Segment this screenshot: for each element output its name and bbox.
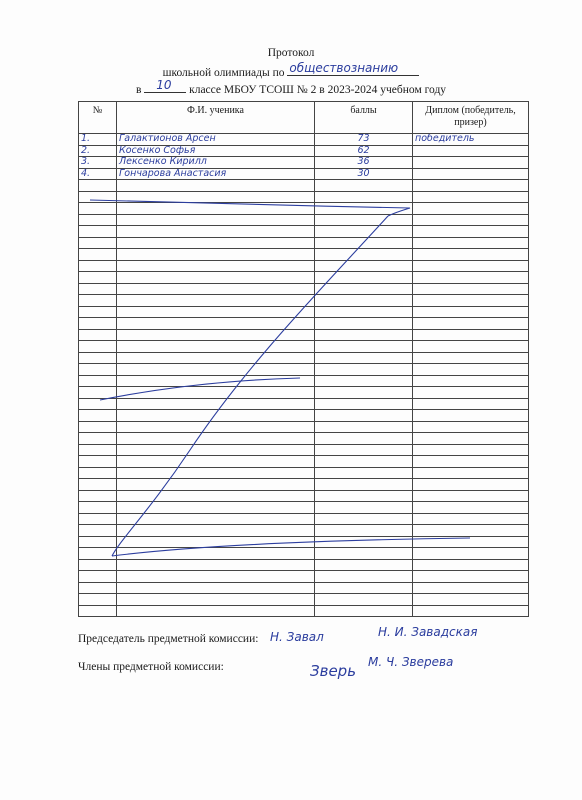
- empty-cell: [315, 283, 413, 295]
- empty-cell: [315, 536, 413, 548]
- empty-cell: [413, 513, 529, 525]
- empty-cell: [117, 180, 315, 192]
- empty-table-row: [79, 214, 529, 226]
- empty-cell: [315, 559, 413, 571]
- empty-cell: [413, 283, 529, 295]
- empty-cell: [413, 410, 529, 422]
- empty-cell: [315, 260, 413, 272]
- empty-cell: [79, 490, 117, 502]
- empty-cell: [117, 479, 315, 491]
- empty-table-row: [79, 306, 529, 318]
- empty-cell: [315, 364, 413, 376]
- empty-cell: [117, 559, 315, 571]
- empty-table-row: [79, 582, 529, 594]
- empty-table-row: [79, 444, 529, 456]
- empty-cell: [117, 306, 315, 318]
- empty-table-row: [79, 605, 529, 617]
- empty-table-row: [79, 318, 529, 330]
- empty-cell: [79, 513, 117, 525]
- empty-table-row: [79, 191, 529, 203]
- empty-cell: [117, 249, 315, 261]
- empty-cell: [117, 548, 315, 560]
- results-table: [78, 101, 529, 617]
- chair-label: Председатель предметной комиссии:: [78, 633, 259, 645]
- empty-table-row: [79, 272, 529, 284]
- empty-table-row: [79, 203, 529, 215]
- empty-cell: [315, 329, 413, 341]
- empty-table-row: [79, 237, 529, 249]
- empty-cell: [413, 456, 529, 468]
- empty-cell: [413, 295, 529, 307]
- empty-cell: [117, 421, 315, 433]
- empty-cell: [117, 260, 315, 272]
- student-diploma: [413, 168, 529, 180]
- empty-cell: [413, 525, 529, 537]
- empty-cell: [117, 191, 315, 203]
- empty-table-row: [79, 548, 529, 560]
- empty-cell: [413, 318, 529, 330]
- subject-blank: [287, 63, 419, 76]
- empty-cell: [315, 341, 413, 353]
- empty-cell: [413, 536, 529, 548]
- empty-cell: [79, 352, 117, 364]
- empty-cell: [79, 203, 117, 215]
- empty-cell: [79, 329, 117, 341]
- empty-cell: [315, 237, 413, 249]
- empty-cell: [413, 433, 529, 445]
- student-name: Гончарова Анастасия: [117, 168, 315, 180]
- empty-cell: [315, 410, 413, 422]
- empty-cell: [117, 352, 315, 364]
- empty-table-row: [79, 295, 529, 307]
- empty-cell: [315, 467, 413, 479]
- table-header-row: [79, 102, 529, 134]
- empty-cell: [79, 456, 117, 468]
- empty-cell: [413, 421, 529, 433]
- empty-cell: [79, 237, 117, 249]
- empty-cell: [117, 467, 315, 479]
- chair-name: Н. И. Завадская: [378, 625, 478, 639]
- empty-cell: [117, 444, 315, 456]
- empty-cell: [79, 433, 117, 445]
- empty-cell: [413, 375, 529, 387]
- empty-cell: [117, 329, 315, 341]
- empty-cell: [315, 226, 413, 238]
- empty-table-row: [79, 410, 529, 422]
- empty-cell: [315, 490, 413, 502]
- empty-table-row: [79, 513, 529, 525]
- student-diploma: [413, 145, 529, 157]
- empty-cell: [79, 548, 117, 560]
- member-name: М. Ч. Зверева: [368, 655, 454, 669]
- empty-cell: [315, 318, 413, 330]
- empty-cell: [79, 249, 117, 261]
- empty-cell: [117, 456, 315, 468]
- empty-table-row: [79, 502, 529, 514]
- empty-cell: [79, 387, 117, 399]
- student-score: 36: [315, 157, 413, 169]
- empty-table-row: [79, 398, 529, 410]
- empty-table-row: [79, 571, 529, 583]
- empty-cell: [315, 375, 413, 387]
- column-header-score: баллы: [315, 102, 413, 134]
- document-title: Протокол: [267, 47, 315, 59]
- student-score: 30: [315, 168, 413, 180]
- student-score: 73: [315, 134, 413, 146]
- empty-cell: [117, 237, 315, 249]
- empty-table-row: [79, 364, 529, 376]
- empty-cell: [79, 571, 117, 583]
- empty-cell: [79, 318, 117, 330]
- empty-table-row: [79, 594, 529, 606]
- empty-cell: [315, 548, 413, 560]
- table-body: [79, 134, 529, 617]
- table-row: [79, 157, 529, 169]
- empty-cell: [315, 295, 413, 307]
- empty-cell: [413, 571, 529, 583]
- empty-table-row: [79, 490, 529, 502]
- empty-cell: [117, 605, 315, 617]
- empty-cell: [79, 502, 117, 514]
- empty-cell: [413, 502, 529, 514]
- empty-cell: [413, 479, 529, 491]
- empty-table-row: [79, 180, 529, 192]
- empty-cell: [79, 594, 117, 606]
- empty-cell: [79, 536, 117, 548]
- empty-table-row: [79, 467, 529, 479]
- student-diploma: [413, 157, 529, 169]
- empty-cell: [79, 306, 117, 318]
- empty-cell: [79, 191, 117, 203]
- empty-cell: [117, 536, 315, 548]
- empty-cell: [315, 433, 413, 445]
- empty-cell: [315, 191, 413, 203]
- empty-cell: [315, 387, 413, 399]
- empty-cell: [315, 605, 413, 617]
- empty-cell: [315, 352, 413, 364]
- empty-cell: [117, 283, 315, 295]
- empty-cell: [315, 203, 413, 215]
- empty-cell: [117, 364, 315, 376]
- empty-cell: [315, 421, 413, 433]
- empty-cell: [117, 295, 315, 307]
- empty-table-row: [79, 352, 529, 364]
- grade-value: 10: [156, 78, 172, 92]
- empty-cell: [79, 410, 117, 422]
- empty-cell: [413, 387, 529, 399]
- empty-table-row: [79, 329, 529, 341]
- empty-cell: [413, 306, 529, 318]
- empty-cell: [413, 260, 529, 272]
- empty-cell: [413, 467, 529, 479]
- empty-cell: [315, 571, 413, 583]
- column-header-diploma: Диплом (победитель, призер): [413, 102, 529, 134]
- table-row: [79, 145, 529, 157]
- student-name: Галактионов Арсен: [117, 134, 315, 146]
- empty-cell: [413, 237, 529, 249]
- empty-cell: [315, 502, 413, 514]
- empty-cell: [79, 479, 117, 491]
- empty-cell: [413, 594, 529, 606]
- empty-cell: [117, 490, 315, 502]
- empty-cell: [117, 594, 315, 606]
- empty-cell: [413, 490, 529, 502]
- member-signature: Зверь: [310, 662, 357, 680]
- empty-cell: [117, 341, 315, 353]
- empty-cell: [79, 260, 117, 272]
- empty-cell: [117, 398, 315, 410]
- empty-cell: [79, 605, 117, 617]
- empty-cell: [117, 513, 315, 525]
- empty-cell: [117, 502, 315, 514]
- empty-cell: [79, 180, 117, 192]
- olympiad-subject-line: [0, 63, 582, 79]
- row-number: 2.: [79, 145, 117, 157]
- empty-cell: [413, 582, 529, 594]
- empty-table-row: [79, 260, 529, 272]
- empty-cell: [413, 226, 529, 238]
- empty-cell: [79, 283, 117, 295]
- empty-cell: [79, 559, 117, 571]
- empty-table-row: [79, 421, 529, 433]
- chair-signature: Н. Завал: [270, 630, 324, 644]
- empty-table-row: [79, 536, 529, 548]
- empty-cell: [413, 180, 529, 192]
- empty-cell: [79, 226, 117, 238]
- empty-cell: [117, 318, 315, 330]
- subject-prefix: школьной олимпиады по: [162, 67, 285, 79]
- empty-cell: [79, 214, 117, 226]
- empty-table-row: [79, 341, 529, 353]
- empty-cell: [117, 387, 315, 399]
- empty-cell: [79, 341, 117, 353]
- table-row: [79, 168, 529, 180]
- empty-cell: [413, 559, 529, 571]
- empty-cell: [79, 582, 117, 594]
- empty-cell: [79, 375, 117, 387]
- empty-cell: [413, 398, 529, 410]
- grade-line: [0, 80, 582, 96]
- empty-cell: [117, 214, 315, 226]
- empty-cell: [315, 525, 413, 537]
- empty-cell: [413, 364, 529, 376]
- empty-table-row: [79, 283, 529, 295]
- empty-cell: [79, 398, 117, 410]
- student-score: 62: [315, 145, 413, 157]
- empty-cell: [315, 180, 413, 192]
- empty-cell: [413, 191, 529, 203]
- empty-cell: [79, 272, 117, 284]
- empty-cell: [413, 214, 529, 226]
- empty-cell: [413, 352, 529, 364]
- empty-cell: [79, 295, 117, 307]
- empty-cell: [79, 525, 117, 537]
- grade-blank: [144, 80, 186, 93]
- column-header-number: №: [79, 102, 117, 134]
- empty-cell: [413, 548, 529, 560]
- empty-table-row: [79, 525, 529, 537]
- empty-cell: [117, 525, 315, 537]
- members-label: Члены предметной комиссии:: [78, 661, 224, 673]
- empty-cell: [413, 203, 529, 215]
- empty-cell: [117, 375, 315, 387]
- empty-cell: [79, 364, 117, 376]
- empty-cell: [315, 582, 413, 594]
- empty-cell: [117, 582, 315, 594]
- empty-cell: [413, 605, 529, 617]
- empty-cell: [315, 444, 413, 456]
- empty-cell: [117, 571, 315, 583]
- empty-cell: [315, 214, 413, 226]
- empty-cell: [413, 341, 529, 353]
- table-row: [79, 134, 529, 146]
- empty-cell: [117, 433, 315, 445]
- empty-cell: [117, 203, 315, 215]
- empty-cell: [79, 421, 117, 433]
- student-name: Косенко Софья: [117, 145, 315, 157]
- empty-cell: [413, 272, 529, 284]
- empty-cell: [413, 329, 529, 341]
- empty-cell: [79, 467, 117, 479]
- empty-cell: [315, 594, 413, 606]
- grade-suffix: классе МБОУ ТСОШ № 2 в 2023-2024 учебном году: [189, 84, 447, 96]
- empty-cell: [315, 398, 413, 410]
- empty-cell: [315, 249, 413, 261]
- empty-cell: [315, 272, 413, 284]
- empty-cell: [315, 456, 413, 468]
- row-number: 1.: [79, 134, 117, 146]
- grade-prefix: в: [135, 84, 142, 96]
- empty-table-row: [79, 226, 529, 238]
- empty-table-row: [79, 433, 529, 445]
- row-number: 4.: [79, 168, 117, 180]
- empty-cell: [315, 306, 413, 318]
- row-number: 3.: [79, 157, 117, 169]
- empty-table-row: [79, 375, 529, 387]
- student-diploma: победитель: [413, 134, 529, 146]
- empty-cell: [117, 410, 315, 422]
- empty-table-row: [79, 479, 529, 491]
- empty-table-row: [79, 249, 529, 261]
- column-header-name: Ф.И. ученика: [117, 102, 315, 134]
- empty-cell: [315, 513, 413, 525]
- empty-table-row: [79, 387, 529, 399]
- empty-cell: [413, 444, 529, 456]
- subject-value: обществознанию: [289, 61, 399, 75]
- empty-cell: [117, 272, 315, 284]
- empty-cell: [79, 444, 117, 456]
- empty-table-row: [79, 456, 529, 468]
- empty-cell: [413, 249, 529, 261]
- empty-cell: [117, 226, 315, 238]
- student-name: Лексенко Кирилл: [117, 157, 315, 169]
- empty-cell: [315, 479, 413, 491]
- empty-table-row: [79, 559, 529, 571]
